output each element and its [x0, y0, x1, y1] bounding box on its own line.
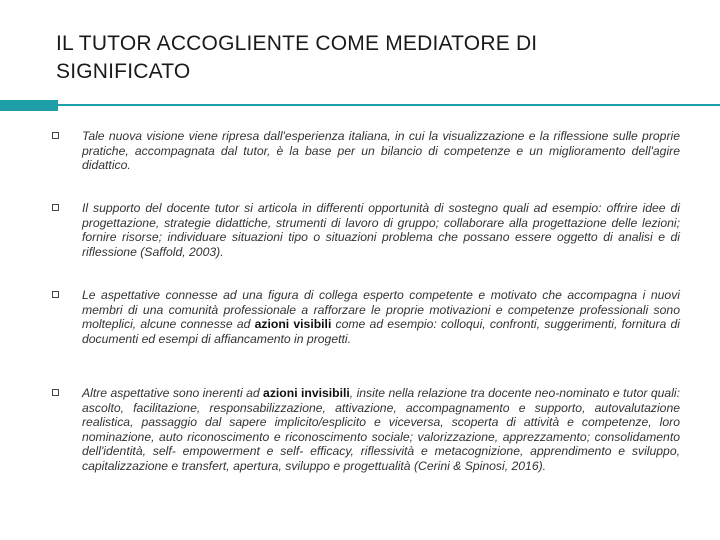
- square-bullet-icon: [52, 204, 59, 211]
- bullet-item: [52, 386, 680, 474]
- square-bullet-icon: [52, 389, 59, 396]
- bullet-bold-text: azioni invisibili: [263, 386, 350, 400]
- square-bullet-icon: [52, 132, 59, 139]
- bullet-text-part: Le aspettative connesse ad una figura di collega esperto competente e motivato che accompagna i nuovi membri di una comunità professionale a rafforzare le proprie motivazioni e competenze professionali sono molteplici, alcune connesse ad: [82, 288, 680, 332]
- bullet-text-part: , insite nella relazione tra docente neo-nominato e tutor quali: ascolto, facilitazione, responsabilizzazione, attivazione, accompagnamento e supporto, autovalutazione realistica, passaggio dal sapere implicito/esplicito e viceversa, scoperta di attività e competenze, loro nominazione, auto riconoscimento e riconoscimento sociale; valorizzazione, apprezzamento; consolidamento dell'identità, self- empowerment e self- efficacy, riflessività e metacognizione, apprendimento e sviluppo, capitalizzazione e transfert, apertura, sviluppo e progettualità (Cerini & Spinosi, 2016).: [82, 386, 680, 473]
- bullet-text-part: come ad esempio: colloqui, confronti, suggerimenti, fornitura di documenti ed esempi di affiancamento in progetti.: [82, 317, 680, 346]
- bullet-text-part: Tale nuova visione viene ripresa dall'esperienza italiana, in cui la visualizzazione e la riflessione sulle proprie pratiche, accompagnata dal tutor, è la base per un bilancio di competenze e un miglioramento dell'agire didattico.: [82, 129, 680, 173]
- bullet-text-part: Il supporto del docente tutor si articola in differenti opportunità di sostegno quali ad esempio: offrire idee di progettazione, strategie didattiche, strumenti di lavoro di gruppo; collaborare alla progettazione delle lezioni; fornire risorse; individuare situazioni tipo o situazioni problema che possano essere oggetto di analisi e di riflessione (Saffold, 2003).: [82, 201, 680, 259]
- bullet-item: [52, 129, 680, 173]
- bullet-text: [82, 129, 680, 173]
- bullet-item: [52, 201, 680, 259]
- bullet-bold-text: azioni visibili: [254, 317, 332, 332]
- bullet-item: [52, 288, 680, 346]
- accent-line: [58, 104, 720, 106]
- square-bullet-icon: [52, 291, 59, 298]
- bullet-text-part: Altre aspettative sono inerenti ad: [82, 386, 264, 400]
- bullet-text: [82, 201, 680, 259]
- accent-bar: [0, 100, 58, 111]
- bullet-text: [82, 386, 680, 474]
- bullet-text: [82, 288, 680, 346]
- slide-title: IL TUTOR ACCOGLIENTE COME MEDIATORE DI SIGNIFICATO: [56, 32, 538, 83]
